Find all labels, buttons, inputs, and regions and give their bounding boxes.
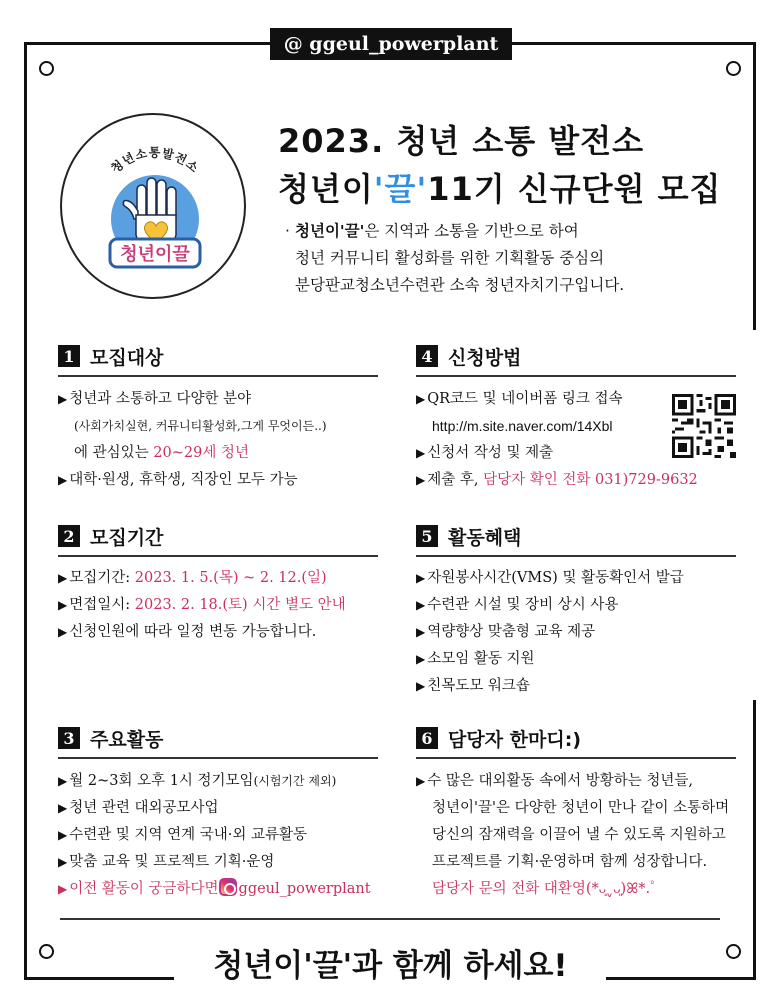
item-text: 면접일시: <box>69 597 135 613</box>
item-text: 친목도모 워크숍 <box>427 678 530 694</box>
bullet-triangle-icon: ▶ <box>58 828 68 842</box>
section-number-badge: 1 <box>58 345 80 367</box>
bullet-triangle-icon: ▶ <box>416 571 426 585</box>
list-item <box>58 440 327 467</box>
list-item <box>58 795 371 822</box>
list-item <box>58 467 327 494</box>
item-text: 에 관심있는 <box>74 445 154 461</box>
item-accent-text: 이전 활동이 궁금하다면 <box>69 881 219 897</box>
bullet-triangle-icon: ▶ <box>58 855 68 869</box>
list-item-accent: 담당자 문의 전화 대환영(*ᴗ͈ˬᴗ͈)ꕤ*.ﾟ <box>432 881 658 897</box>
intro-bullet: · <box>285 222 290 240</box>
title-quote-close: ' <box>416 170 428 208</box>
list-item <box>58 768 371 795</box>
list-item <box>58 619 346 646</box>
bullet-triangle-icon: ▶ <box>58 598 68 612</box>
title-quote-open: ' <box>373 170 385 208</box>
list-item <box>58 822 371 849</box>
list-item <box>416 440 698 467</box>
intro-line-3: 분당판교청소년수련관 소속 청년자치기구입니다. <box>295 276 625 294</box>
item-text: 청년 관련 대외공모사업 <box>69 800 219 816</box>
section-divider <box>416 555 736 557</box>
list-item <box>416 386 698 413</box>
list-item: 당신의 잠재력을 이끌어 낼 수 있도록 지원하고 <box>432 827 726 843</box>
item-text: 신청서 작성 및 제출 <box>427 445 554 461</box>
naver-form-link[interactable]: http://m.site.naver.com/14Xbl <box>432 418 613 434</box>
bullet-triangle-icon: ▶ <box>416 625 426 639</box>
bullet-triangle-icon: ▶ <box>416 446 426 460</box>
item-text: 맞춤 교육 및 프로젝트 기획·운영 <box>69 854 275 870</box>
item-text: 소모임 활동 지원 <box>427 651 535 667</box>
item-text: 역량향상 맞춤형 교육 제공 <box>427 624 596 640</box>
bullet-triangle-icon: ▶ <box>58 882 68 896</box>
bullet-triangle-icon: ▶ <box>58 801 68 815</box>
list-item <box>416 646 684 673</box>
section-number-badge: 5 <box>416 525 438 547</box>
item-text: 월 2~3회 오후 1시 정기모임 <box>69 773 254 789</box>
list-item <box>416 592 684 619</box>
section-divider <box>416 757 736 759</box>
section-title: 모집기간 <box>90 526 164 549</box>
section-3-header <box>58 722 163 754</box>
list-item: 청년이'끌'은 다양한 청년이 만나 같이 소통하며 <box>432 800 730 816</box>
corner-hole-icon <box>39 61 54 76</box>
item-text: 수련관 시설 및 장비 상시 사용 <box>427 597 619 613</box>
list-item <box>416 565 684 592</box>
intro-line-1-rest: 은 지역과 소통을 기반으로 하여 <box>364 222 579 240</box>
bullet-triangle-icon: ▶ <box>58 392 68 406</box>
bullet-triangle-icon: ▶ <box>416 679 426 693</box>
section-2-items <box>58 565 346 646</box>
title-line-2 <box>278 164 721 210</box>
corner-hole-icon <box>726 61 741 76</box>
title-accent-word: 끌 <box>384 170 417 208</box>
section-3-items <box>58 768 371 903</box>
item-text: 수 많은 대외활동 속에서 방황하는 청년들, <box>427 773 694 789</box>
frame-border-top-right <box>512 42 756 45</box>
intro-paragraph <box>285 218 745 299</box>
logo <box>60 113 246 299</box>
section-divider <box>416 375 736 377</box>
list-item <box>58 592 346 619</box>
intro-strong-name: 청년이'끌' <box>295 222 365 240</box>
section-divider <box>58 375 378 377</box>
item-text: 대학·원생, 휴학생, 직장인 모두 가능 <box>69 472 298 488</box>
section-title: 활동혜택 <box>448 526 522 549</box>
logo-badge-text: 청년이끌 <box>120 244 190 265</box>
item-text: 수련관 및 지역 연계 국내·외 교류활동 <box>69 827 307 843</box>
section-number-badge: 4 <box>416 345 438 367</box>
section-5-items <box>416 565 684 700</box>
bullet-triangle-icon: ▶ <box>416 473 426 487</box>
instagram-handle-link[interactable]: ggeul_powerplant <box>238 881 371 897</box>
item-accent-text: 2023. 1. 5.(목) ~ 2. 12.(일) <box>134 570 327 586</box>
item-text: 청년과 소통하고 다양한 분야 <box>69 391 252 407</box>
list-item <box>416 619 684 646</box>
title-line-2-pre: 청년이 <box>278 170 374 208</box>
logo-emblem-icon <box>62 115 248 301</box>
bullet-triangle-icon: ▶ <box>58 774 68 788</box>
section-1-header <box>58 340 163 372</box>
section-number-badge: 6 <box>416 727 438 749</box>
frame-border-left <box>24 42 27 980</box>
section-divider <box>58 555 378 557</box>
bullet-triangle-icon: ▶ <box>416 652 426 666</box>
item-text: 신청인원에 따라 일정 변동 가능합니다. <box>69 624 317 640</box>
bullet-triangle-icon: ▶ <box>58 625 68 639</box>
section-title: 신청방법 <box>448 346 522 369</box>
bullet-triangle-icon: ▶ <box>58 473 68 487</box>
section-6-items <box>416 768 729 903</box>
section-number-badge: 3 <box>58 727 80 749</box>
list-item <box>58 386 327 413</box>
closing-slogan: 청년이'끌'과 함께 하세요! <box>213 948 568 984</box>
title-line-2-post: 11기 신규단원 모집 <box>427 170 722 208</box>
instagram-icon <box>219 878 237 896</box>
item-text: 모집기간: <box>69 570 135 586</box>
section-2-header <box>58 520 163 552</box>
svg-text:청년소통발전소 <box>108 145 202 176</box>
section-number-badge: 2 <box>58 525 80 547</box>
section-title: 모집대상 <box>90 346 164 369</box>
list-item <box>416 467 698 494</box>
list-item <box>416 673 684 700</box>
bullet-triangle-icon: ▶ <box>416 774 426 788</box>
qr-code-icon[interactable] <box>672 394 736 458</box>
item-accent-text: 2023. 2. 18.(토) 시간 별도 안내 <box>134 597 346 613</box>
frame-border-right <box>753 42 756 330</box>
bullet-triangle-icon: ▶ <box>416 598 426 612</box>
closing-divider <box>60 918 720 920</box>
intro-line-1 <box>285 218 745 245</box>
section-4-items <box>416 386 698 494</box>
frame-border-top-left <box>24 42 270 45</box>
title-line-1: 2023. 청년 소통 발전소 <box>278 122 645 160</box>
section-1-items <box>58 386 327 494</box>
list-item-note: (사회가치실현, 커뮤니티활성화,그게 무엇이든..) <box>74 419 327 433</box>
item-accent-text: 담당자 확인 전화 031)729-9632 <box>483 472 698 488</box>
item-accent-text: 20~29세 청년 <box>153 445 249 461</box>
list-item <box>58 849 371 876</box>
section-4-header <box>416 340 521 372</box>
logo-arc-text: 청년소통발전소 <box>108 145 202 176</box>
item-text: 제출 후, <box>427 472 484 488</box>
frame-border-right-lower <box>753 700 756 980</box>
list-item <box>58 565 346 592</box>
section-5-header <box>416 520 521 552</box>
item-text: 자원봉사시간(VMS) 및 활동확인서 발급 <box>427 570 684 586</box>
section-6-header <box>416 722 581 754</box>
list-item <box>416 768 729 795</box>
item-text: QR코드 및 네이버폼 링크 접속 <box>427 391 623 407</box>
intro-line-2: 청년 커뮤니티 활성화를 위한 기획활동 중심의 <box>295 249 605 267</box>
item-small-note: (시험기간 제외) <box>253 774 337 788</box>
list-item: 프로젝트를 기획·운영하며 함께 성장합니다. <box>432 854 708 870</box>
section-divider <box>58 757 378 759</box>
bullet-triangle-icon: ▶ <box>58 571 68 585</box>
section-title: 담당자 한마디:) <box>448 728 582 751</box>
section-title: 주요활동 <box>90 728 164 751</box>
instagram-handle-tab: @ ggeul_powerplant <box>270 28 512 60</box>
list-item <box>58 876 371 903</box>
bullet-triangle-icon: ▶ <box>416 392 426 406</box>
